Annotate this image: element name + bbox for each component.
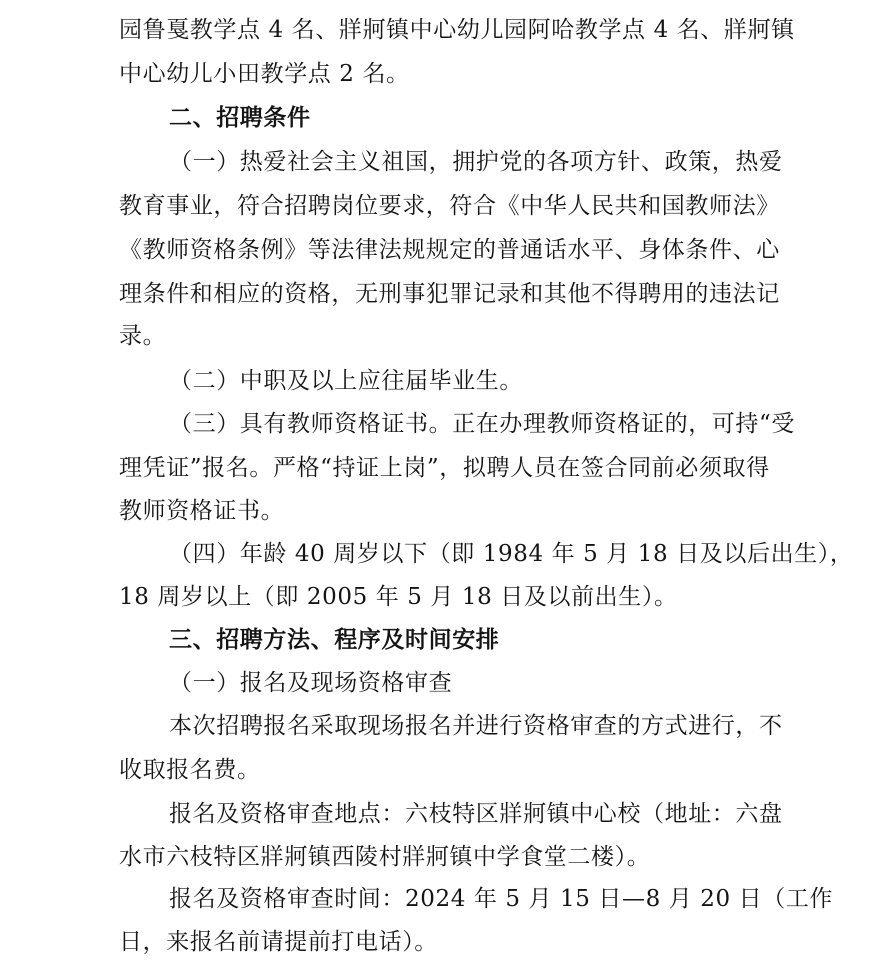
intro-line-2: 中心幼儿小田教学点 2 名。	[119, 61, 410, 87]
section-2-item-3-line-1: （三）具有教师资格证书。正在办理教师资格证的，可持“受	[169, 411, 795, 437]
section-3-para-3-line-1: 报名及资格审查时间：2024 年 5 月 15 日—8 月 20 日（工作	[169, 886, 834, 912]
section-2-item-1-line-1: （一）热爱社会主义祖国，拥护党的各项方针、政策，热爱	[169, 149, 783, 175]
section-3-para-3-line-2: 日，来报名前请提前打电话）。	[119, 929, 438, 955]
section-3-para-1-line-2: 收取报名费。	[119, 757, 261, 783]
section-2-item-3-line-3: 教师资格证书。	[119, 498, 285, 524]
section-2-item-4-line-2: 18 周岁以上（即 2005 年 5 月 18 日及以前出生）。	[119, 584, 678, 610]
section-2-item-1-line-3: 《教师资格条例》等法律法规规定的普通话水平、身体条件、心	[119, 237, 780, 263]
section-3-heading: 三、招聘方法、程序及时间安排	[169, 627, 500, 653]
section-3-para-2-line-2: 水市六枝特区牂牁镇西陵村牂牁镇中学食堂二楼）。	[119, 844, 651, 870]
section-2-item-4-line-1: （四）年龄 40 周岁以下（即 1984 年 5 月 18 日及以后出生），	[169, 541, 854, 567]
intro-line-1: 园鲁戛教学点 4 名、牂牁镇中心幼儿园阿哈教学点 4 名、牂牁镇	[119, 17, 795, 43]
section-2-item-1-line-2: 教育事业，符合招聘岗位要求，符合《中华人民共和国教师法》	[119, 193, 780, 219]
section-3-para-1-line-1: 本次招聘报名采取现场报名并进行资格审查的方式进行，不	[169, 713, 783, 739]
section-2-item-1-line-5: 录。	[119, 323, 167, 349]
section-3-sub-1: （一）报名及现场资格审查	[169, 670, 453, 696]
section-2-heading: 二、招聘条件	[169, 105, 311, 131]
section-3-para-2-line-1: 报名及资格审查地点：六枝特区牂牁镇中心校（地址：六盘	[169, 801, 783, 827]
section-2-item-3-line-2: 理凭证”报名。严格“持证上岗”，拟聘人员在签合同前必须取得	[119, 455, 770, 481]
section-2-item-2: （二）中职及以上应往届毕业生。	[169, 368, 523, 394]
section-2-item-1-line-4: 理条件和相应的资格，无刑事犯罪记录和其他不得聘用的违法记	[119, 281, 780, 307]
